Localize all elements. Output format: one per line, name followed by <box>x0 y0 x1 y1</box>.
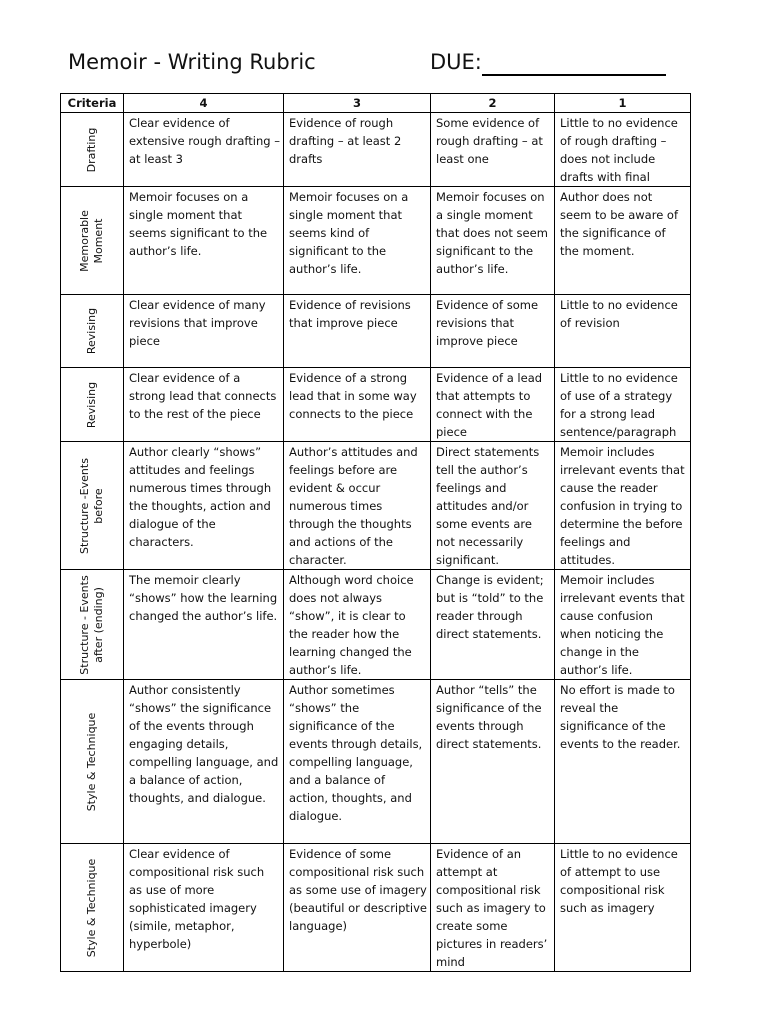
rubric-cell-score-2: Memoir focuses on a single moment that does not seem significant to the author’s life. <box>431 187 555 295</box>
rubric-cell-score-2: Author “tells” the significance of the events through direct statements. <box>431 680 555 844</box>
rubric-cell-score-2: Evidence of a lead that attempts to connect with the piece <box>431 368 555 442</box>
rubric-cell-score-4: Clear evidence of many revisions that improve piece <box>124 295 284 368</box>
table-row <box>61 295 691 368</box>
rubric-cell-score-4: Memoir focuses on a single moment that seems significant to the author’s life. <box>124 187 284 295</box>
rubric-cell-score-3: Evidence of revisions that improve piece <box>284 295 431 368</box>
table-row <box>61 844 691 972</box>
header-score-4: 4 <box>124 94 284 113</box>
criteria-cell <box>61 187 124 295</box>
rubric-cell-score-1: No effort is made to reveal the significance of the events to the reader. <box>555 680 691 844</box>
rubric-cell-score-1: Little to no evidence of use of a strategy for a strong lead sentence/paragraph <box>555 368 691 442</box>
table-row <box>61 442 691 570</box>
criteria-label: Structure - Events after (ending) <box>78 574 105 675</box>
due-blank-line <box>482 74 666 76</box>
rubric-cell-score-1: Little to no evidence of rough drafting – does not include drafts with final <box>555 113 691 187</box>
rubric-cell-score-4: Clear evidence of compositional risk such as use of more sophisticated imagery (simile, metaphor, hyperbole) <box>124 844 284 972</box>
header-score-3: 3 <box>284 94 431 113</box>
criteria-label: Drafting <box>85 127 98 172</box>
criteria-cell <box>61 368 124 442</box>
rubric-cell-score-2: Evidence of some revisions that improve piece <box>431 295 555 368</box>
table-row <box>61 680 691 844</box>
table-row <box>61 113 691 187</box>
rubric-cell-score-3: Evidence of some compositional risk such as some use of imagery (beautiful or descriptive language) <box>284 844 431 972</box>
header-score-2: 2 <box>431 94 555 113</box>
rubric-cell-score-1: Memoir includes irrelevant events that cause the reader confusion in trying to determine the before feelings and attitudes. <box>555 442 691 570</box>
criteria-label: Revising <box>85 307 98 355</box>
rubric-cell-score-3: Memoir focuses on a single moment that seems kind of significant to the author’s life. <box>284 187 431 295</box>
table-row <box>61 368 691 442</box>
rubric-cell-score-2: Some evidence of rough drafting – at least one <box>431 113 555 187</box>
rubric-cell-score-3: Although word choice does not always “show”, it is clear to the reader how the learning changed the author’s life. <box>284 570 431 680</box>
header-row <box>61 94 691 113</box>
rubric-cell-score-3: Author’s attitudes and feelings before are evident & occur numerous times through the thoughts and actions of the character. <box>284 442 431 570</box>
rubric-cell-score-1: Little to no evidence of attempt to use compositional risk such as imagery <box>555 844 691 972</box>
rubric-cell-score-3: Author sometimes “shows” the significance of the events through details, compelling language, and a balance of action, thoughts, and dialogue. <box>284 680 431 844</box>
rubric-cell-score-4: Clear evidence of a strong lead that connects to the rest of the piece <box>124 368 284 442</box>
criteria-cell <box>61 113 124 187</box>
due-label: DUE: <box>430 50 482 74</box>
rubric-cell-score-2: Direct statements tell the author’s feelings and attitudes and/or some events are not necessarily significant. <box>431 442 555 570</box>
rubric-cell-score-1: Memoir includes irrelevant events that cause confusion when noticing the change in the author’s life. <box>555 570 691 680</box>
rubric-cell-score-3: Evidence of rough drafting – at least 2 drafts <box>284 113 431 187</box>
rubric-cell-score-2: Change is evident; but is “told” to the reader through direct statements. <box>431 570 555 680</box>
criteria-label: Memorable Moment <box>78 209 105 272</box>
rubric-cell-score-4: Author consistently “shows” the significance of the events through engaging details, compelling language, and a balance of action, thoughts, and dialogue. <box>124 680 284 844</box>
rubric-cell-score-4: The memoir clearly “shows” how the learning changed the author’s life. <box>124 570 284 680</box>
rubric-table <box>60 93 691 972</box>
rubric-cell-score-1: Little to no evidence of revision <box>555 295 691 368</box>
criteria-label: Revising <box>85 381 98 428</box>
criteria-label: Style & Technique <box>85 858 98 957</box>
document-header <box>68 48 708 88</box>
criteria-cell <box>61 295 124 368</box>
criteria-cell <box>61 844 124 972</box>
table-row <box>61 187 691 295</box>
header-score-1: 1 <box>555 94 691 113</box>
rubric-cell-score-4: Author clearly “shows” attitudes and feelings numerous times through the thoughts, action and dialogue of the characters. <box>124 442 284 570</box>
criteria-label: Style & Technique <box>85 712 98 811</box>
rubric-cell-score-1: Author does not seem to be aware of the significance of the moment. <box>555 187 691 295</box>
criteria-cell <box>61 680 124 844</box>
header-criteria: Criteria <box>61 94 124 113</box>
criteria-cell <box>61 442 124 570</box>
criteria-cell <box>61 570 124 680</box>
page-title: Memoir - Writing Rubric <box>68 50 316 74</box>
rubric-cell-score-4: Clear evidence of extensive rough drafting – at least 3 <box>124 113 284 187</box>
criteria-label: Structure -Events before <box>78 457 105 554</box>
table-row <box>61 570 691 680</box>
rubric-cell-score-2: Evidence of an attempt at compositional risk such as imagery to create some pictures in readers’ mind <box>431 844 555 972</box>
rubric-cell-score-3: Evidence of a strong lead that in some way connects to the piece <box>284 368 431 442</box>
